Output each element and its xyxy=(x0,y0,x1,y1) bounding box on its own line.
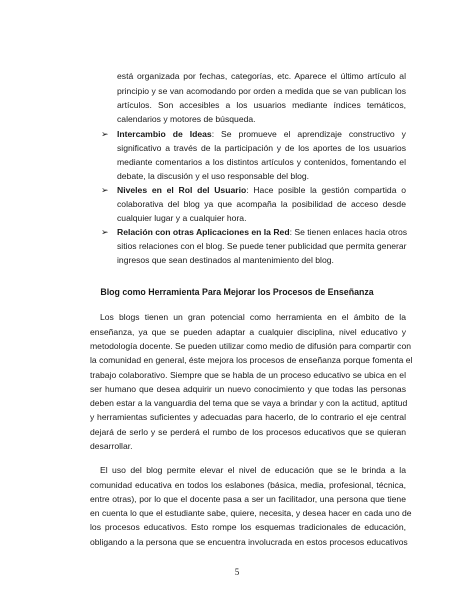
paragraph-line: desarrollar. xyxy=(90,441,133,451)
intro-line: principio y se van acomodando por orden a medida que se van publican los xyxy=(117,86,406,96)
bullet-line: sitios relaciones con el blog. Se puede tener publicidad que permita generar xyxy=(117,241,407,251)
intro-line: artículos. Son accesibles a los usuarios mediante índices temáticos, xyxy=(117,100,406,110)
paragraph-line: Los blogs tienen un gran potencial como herramienta en el ámbito de la xyxy=(100,312,406,322)
bullet-first-line xyxy=(117,129,406,140)
paragraph-line: la comunidad en general, éste mejora los procesos de enseñanza porque fomenta el xyxy=(90,355,413,365)
paragraph-line: trabajo colaborativo. Siempre que se habla de un proceso educativo se ubica en el xyxy=(90,370,406,380)
page-number: 5 xyxy=(234,567,240,577)
bullet-text: : Hace posible la gestión compartida o xyxy=(246,185,406,195)
bullet-term: Intercambio de Ideas xyxy=(117,129,212,139)
arrow-bullet-icon: ➢ xyxy=(101,129,109,139)
intro-line: calendarios y motores de búsqueda. xyxy=(117,114,256,124)
paragraph-line: y herramientas suficientes y adecuadas para hacerlo, de lo contrario el eje central xyxy=(90,412,406,422)
bullet-term: Relación con otras Aplicaciones en la Red xyxy=(117,227,290,237)
paragraph-line: obligando a la persona que se encuentra involucrada en estos procesos educativos xyxy=(90,537,408,547)
paragraph-line: entre otras), por lo que el docente pasa a ser un facilitador, una persona que tiene xyxy=(90,494,406,504)
section-heading: Blog como Herramienta Para Mejorar los Procesos de Enseñanza xyxy=(100,287,374,297)
paragraph-line: comunidad educativa en todos los eslabones (básica, media, profesional, técnica, xyxy=(90,480,406,490)
paragraph-line: los procesos educativos. Esto rompe los esquemas tradicionales de educación, xyxy=(90,522,406,532)
bullet-text: : Se tienen enlaces hacia otros xyxy=(289,227,408,237)
bullet-line: ingresos que sean destinados al mantenimiento del blog. xyxy=(117,255,334,265)
bullet-line: cualquier lugar y a cualquier hora. xyxy=(117,213,247,223)
bullet-term: Niveles en el Rol del Usuario xyxy=(117,185,247,195)
paragraph-line: El uso del blog permite elevar el nivel de educación que se le brinda a la xyxy=(100,465,406,475)
bullet-first-line xyxy=(117,185,406,196)
paragraph-line: ser humano que desea adquirir un nuevo conocimiento y que todas las personas xyxy=(90,384,406,394)
arrow-bullet-icon: ➢ xyxy=(101,185,109,195)
paragraph-line: metodología docente. Se pueden utilizar como medio de difusión para compartir con xyxy=(90,341,412,351)
paragraph-line: deben estar a la vanguardia del tema que se vaya a brindar y con la actitud, aptitud xyxy=(90,398,408,408)
bullet-text: : Se promueve el aprendizaje constructivo y xyxy=(211,129,406,139)
bullet-line: colaborativa del blog ya que acompaña la posibilidad de acceso desde xyxy=(117,199,406,209)
bullet-line: significativo a través de la participación y de los aportes de los usuarios xyxy=(117,143,406,153)
bullet-line: mediante comentarios a los distintos artículos y contenidos, fomentando el xyxy=(117,157,406,167)
paragraph-line: enseñanza, ya que se pueden adaptar a cualquier disciplina, nivel educativo y xyxy=(90,327,406,337)
paragraph-line: en cuenta lo que el estudiante sabe, quiere, necesita, y desea hacer en cada uno de xyxy=(90,508,412,518)
arrow-bullet-icon: ➢ xyxy=(101,227,109,237)
paragraph-line: dejará de serlo y se perderá el rumbo de los procesos educativos que se quieran xyxy=(90,427,406,437)
bullet-first-line xyxy=(117,227,406,238)
bullet-line: debate, la discusión y el uso responsable del blog. xyxy=(117,171,310,181)
intro-line: está organizada por fechas, categorías, etc. Aparece el último artículo al xyxy=(117,71,406,81)
